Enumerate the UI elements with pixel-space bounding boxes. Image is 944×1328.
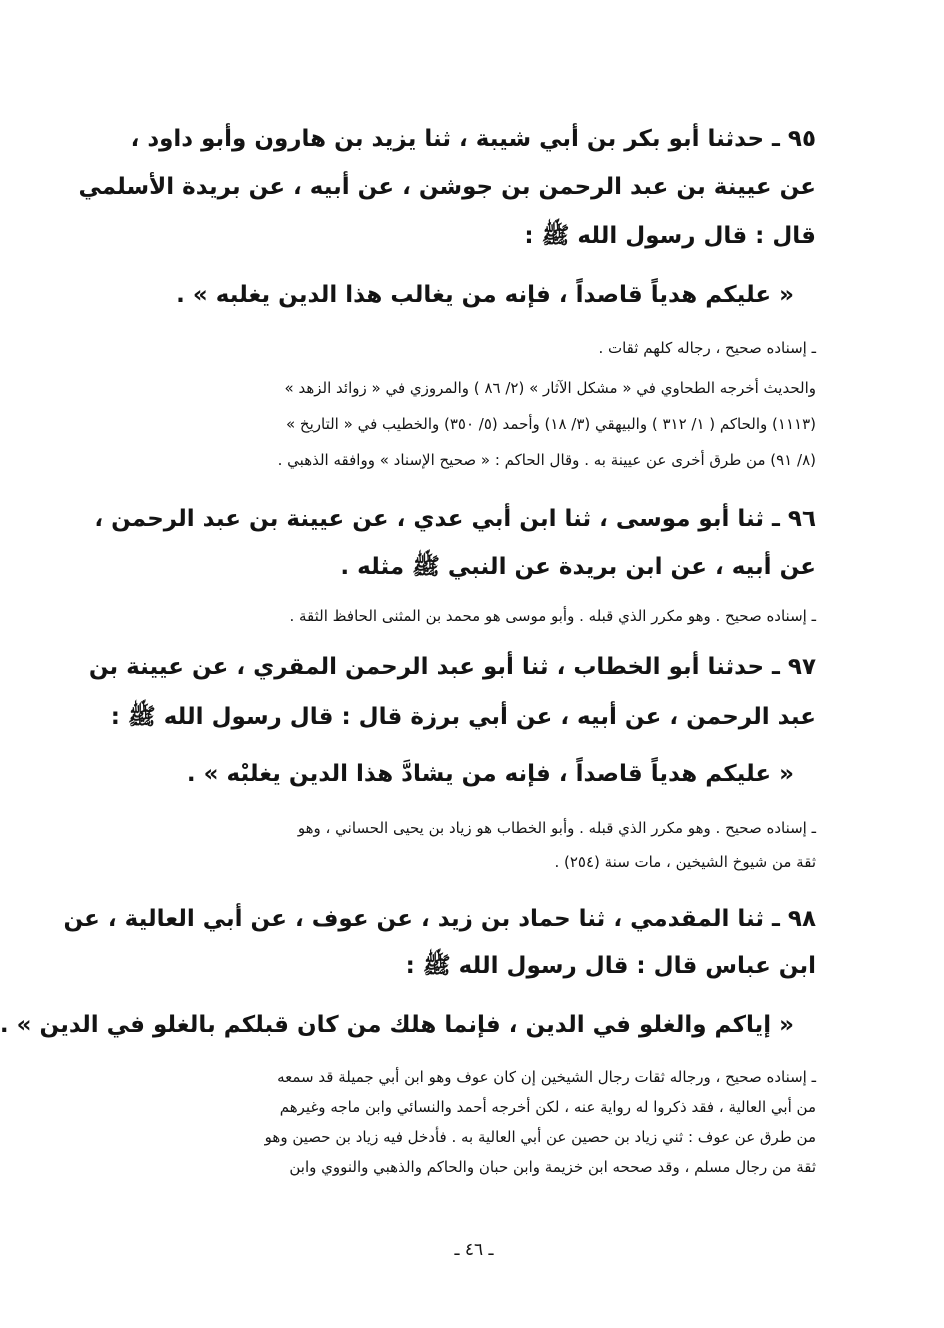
hadith-95-quote: « عليكم هدياً قاصداً ، فإنه من يغالب هذا الدين يغلبه » . bbox=[176, 282, 794, 308]
hadith-95-note-2: والحديث أخرجه الطحاوي في « مشكل الآثار » (٢/ ٨٦ ) والمروزي في « زوائد الزهد » bbox=[284, 379, 816, 397]
hadith-98-line-2: ابن عباس قال : قال رسول الله ﷺ : bbox=[405, 953, 816, 979]
hadith-97-line-2: عبد الرحمن ، عن أبيه ، عن أبي برزة قال : قال رسول الله ﷺ : bbox=[110, 704, 816, 730]
hadith-98-note-1: ـ إسناده صحيح ، ورجاله ثقات رجال الشيخين إن كان عوف وهو ابن أبي جميلة قد سمعه bbox=[277, 1068, 816, 1086]
hadith-98-note-4: ثقة من رجال مسلم ، وقد صححه ابن خزيمة وابن حبان والحاكم والذهبي والنووي وابن bbox=[289, 1158, 816, 1176]
hadith-97-note-2: ثقة من شيوخ الشيخين ، مات سنة (٢٥٤) . bbox=[554, 853, 816, 871]
hadith-95-line-1: ٩٥ ـ حدثنا أبو بكر بن أبي شيبة ، ثنا يزيد بن هارون وأبو داود ، bbox=[130, 126, 816, 152]
hadith-97-quote: « عليكم هدياً قاصداً ، فإنه من يشادَّ هذا الدين يغلبْه » . bbox=[186, 761, 794, 787]
hadith-96-line-2: عن أبيه ، عن ابن بريدة عن النبي ﷺ مثله . bbox=[340, 554, 816, 580]
hadith-95-line-2: عن عيينة بن عبد الرحمن بن جوشن ، عن أبيه ، عن بريدة الأسلمي bbox=[78, 174, 816, 200]
hadith-98-quote: « إياكم والغلو في الدين ، فإنما هلك من كان قبلكم بالغلو في الدين » . bbox=[0, 1012, 794, 1038]
hadith-96-line-1: ٩٦ ـ ثنا أبو موسى ، ثنا ابن أبي عدي ، عن عيينة بن عبد الرحمن ، bbox=[94, 506, 816, 532]
hadith-95-note-4: (٨/ ٩١) من طرق أخرى عن عيينة به . وقال الحاكم : « صحيح الإسناد » ووافقه الذهبي . bbox=[277, 451, 816, 469]
hadith-95-line-3: قال : قال رسول الله ﷺ : bbox=[524, 223, 816, 249]
hadith-98-note-3: من طرق عن عوف : ثني زياد بن حصين عن أبي العالية به . فأدخل فيه زياد بن حصين وهو bbox=[264, 1128, 816, 1146]
hadith-96-note-1: ـ إسناده صحيح . وهو مكرر الذي قبله . وأبو موسى هو محمد بن المثنى الحافظ الثقة . bbox=[289, 607, 816, 625]
hadith-97-line-1: ٩٧ ـ حدثنا أبو الخطاب ، ثنا أبو عبد الرحمن المقري ، عن عيينة بن bbox=[88, 654, 816, 680]
hadith-98-line-1: ٩٨ ـ ثنا المقدمي ، ثنا حماد بن زيد ، عن عوف ، عن أبي العالية ، عن bbox=[63, 906, 816, 932]
hadith-98-note-2: من أبي العالية ، فقد ذكروا له رواية عنه ، لكن أخرجه أحمد والنسائي وابن ماجه وغيرهم bbox=[279, 1098, 816, 1116]
hadith-95-note-3: (١١١٣) والحاكم ( ١/ ٣١٢ ) والبيهقي (٣/ ١٨) وأحمد (٥/ ٣٥٠) والخطيب في « التاريخ » bbox=[285, 415, 816, 433]
hadith-95-note-1: ـ إسناده صحيح ، رجاله كلهم ثقات . bbox=[598, 339, 816, 357]
hadith-97-note-1: ـ إسناده صحيح . وهو مكرر الذي قبله . وأبو الخطاب هو زياد بن يحيى الحساني ، وهو bbox=[297, 819, 816, 837]
page-number: ـ ٤٦ ـ bbox=[454, 1240, 494, 1260]
